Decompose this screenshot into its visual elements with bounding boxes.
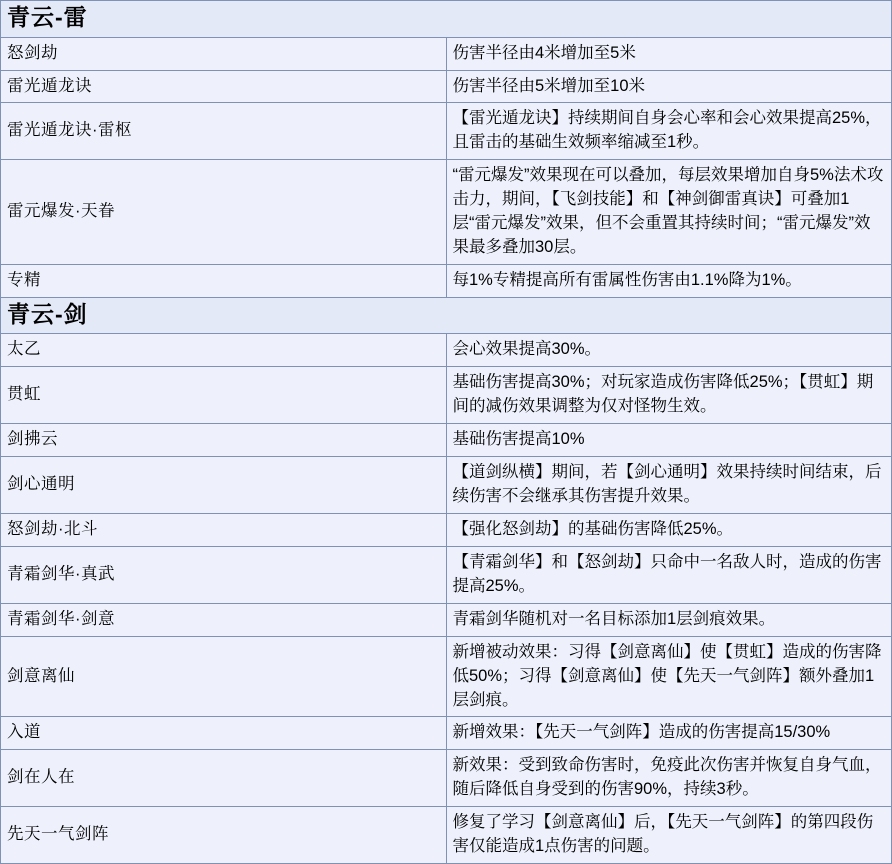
table-row bbox=[1, 334, 892, 367]
skill-description: 伤害半径由5米增加至10米 bbox=[446, 70, 892, 103]
skill-name: 怒剑劫 bbox=[1, 37, 447, 70]
table-row bbox=[1, 636, 892, 717]
skill-description: 【强化怒剑劫】的基础伤害降低25%。 bbox=[446, 514, 892, 547]
section-header-cell bbox=[1, 297, 892, 334]
skill-description: 伤害半径由4米增加至5米 bbox=[446, 37, 892, 70]
skill-name: 剑拂云 bbox=[1, 424, 447, 457]
section-header-row bbox=[1, 297, 892, 334]
table-row bbox=[1, 37, 892, 70]
table-row bbox=[1, 717, 892, 750]
skill-description: 新效果：受到致命伤害时，免疫此次伤害并恢复自身气血，随后降低自身受到的伤害90%，持续3秒。 bbox=[446, 750, 892, 807]
skill-description: 青霜剑华随机对一名目标添加1层剑痕效果。 bbox=[446, 603, 892, 636]
skill-description: 新增效果：【先天一气剑阵】造成的伤害提高15/30% bbox=[446, 717, 892, 750]
section-header-row bbox=[1, 1, 892, 38]
table-row bbox=[1, 457, 892, 514]
skill-name: 怒剑劫·北斗 bbox=[1, 514, 447, 547]
skill-name: 雷光遁龙诀 bbox=[1, 70, 447, 103]
table-row bbox=[1, 514, 892, 547]
skill-description: 每1%专精提高所有雷属性伤害由1.1%降为1%。 bbox=[446, 264, 892, 297]
skill-name: 专精 bbox=[1, 264, 447, 297]
table-row bbox=[1, 750, 892, 807]
skill-name: 剑心通明 bbox=[1, 457, 447, 514]
section-header-cell bbox=[1, 1, 892, 38]
skill-name: 剑意离仙 bbox=[1, 636, 447, 717]
section-title: 青云-剑 bbox=[7, 300, 88, 327]
skill-description: 基础伤害提高30%；对玩家造成伤害降低25%；【贯虹】期间的减伤效果调整为仅对怪物生效。 bbox=[446, 367, 892, 424]
skill-description: 【道剑纵横】期间，若【剑心通明】效果持续时间结束，后续伤害不会继承其伤害提升效果。 bbox=[446, 457, 892, 514]
table-body bbox=[1, 1, 892, 864]
skill-description: 【青霜剑华】和【怒剑劫】只命中一名敌人时，造成的伤害提高25%。 bbox=[446, 546, 892, 603]
skill-description: 新增被动效果：习得【剑意离仙】使【贯虹】造成的伤害降低50%；习得【剑意离仙】使【先天一气剑阵】额外叠加1层剑痕。 bbox=[446, 636, 892, 717]
skill-name: 贯虹 bbox=[1, 367, 447, 424]
table-row bbox=[1, 807, 892, 864]
skill-name: 青霜剑华·真武 bbox=[1, 546, 447, 603]
skill-name: 雷元爆发·天眷 bbox=[1, 160, 447, 265]
skill-description: 会心效果提高30%。 bbox=[446, 334, 892, 367]
skill-name: 青霜剑华·剑意 bbox=[1, 603, 447, 636]
skill-name: 雷光遁龙诀·雷枢 bbox=[1, 103, 447, 160]
table-row bbox=[1, 70, 892, 103]
table-row bbox=[1, 264, 892, 297]
table-row bbox=[1, 160, 892, 265]
table-row bbox=[1, 424, 892, 457]
table-row bbox=[1, 546, 892, 603]
section-title: 青云-雷 bbox=[7, 4, 88, 30]
skill-description: 修复了学习【剑意离仙】后，【先天一气剑阵】的第四段伤害仅能造成1点伤害的问题。 bbox=[446, 807, 892, 864]
skill-description: 【雷光遁龙诀】持续期间自身会心率和会心效果提高25%，且雷击的基础生效频率缩减至1秒。 bbox=[446, 103, 892, 160]
skill-description: “雷元爆发”效果现在可以叠加，每层效果增加自身5%法术攻击力，期间，【飞剑技能】和【神剑御雷真诀】可叠加1层“雷元爆发”效果，但不会重置其持续时间；“雷元爆发”效果最多叠加30层。 bbox=[446, 160, 892, 265]
skill-name: 入道 bbox=[1, 717, 447, 750]
skill-name: 先天一气剑阵 bbox=[1, 807, 447, 864]
table-row bbox=[1, 103, 892, 160]
table-row bbox=[1, 367, 892, 424]
skill-name: 剑在人在 bbox=[1, 750, 447, 807]
skill-name: 太乙 bbox=[1, 334, 447, 367]
table-row bbox=[1, 603, 892, 636]
skill-description: 基础伤害提高10% bbox=[446, 424, 892, 457]
